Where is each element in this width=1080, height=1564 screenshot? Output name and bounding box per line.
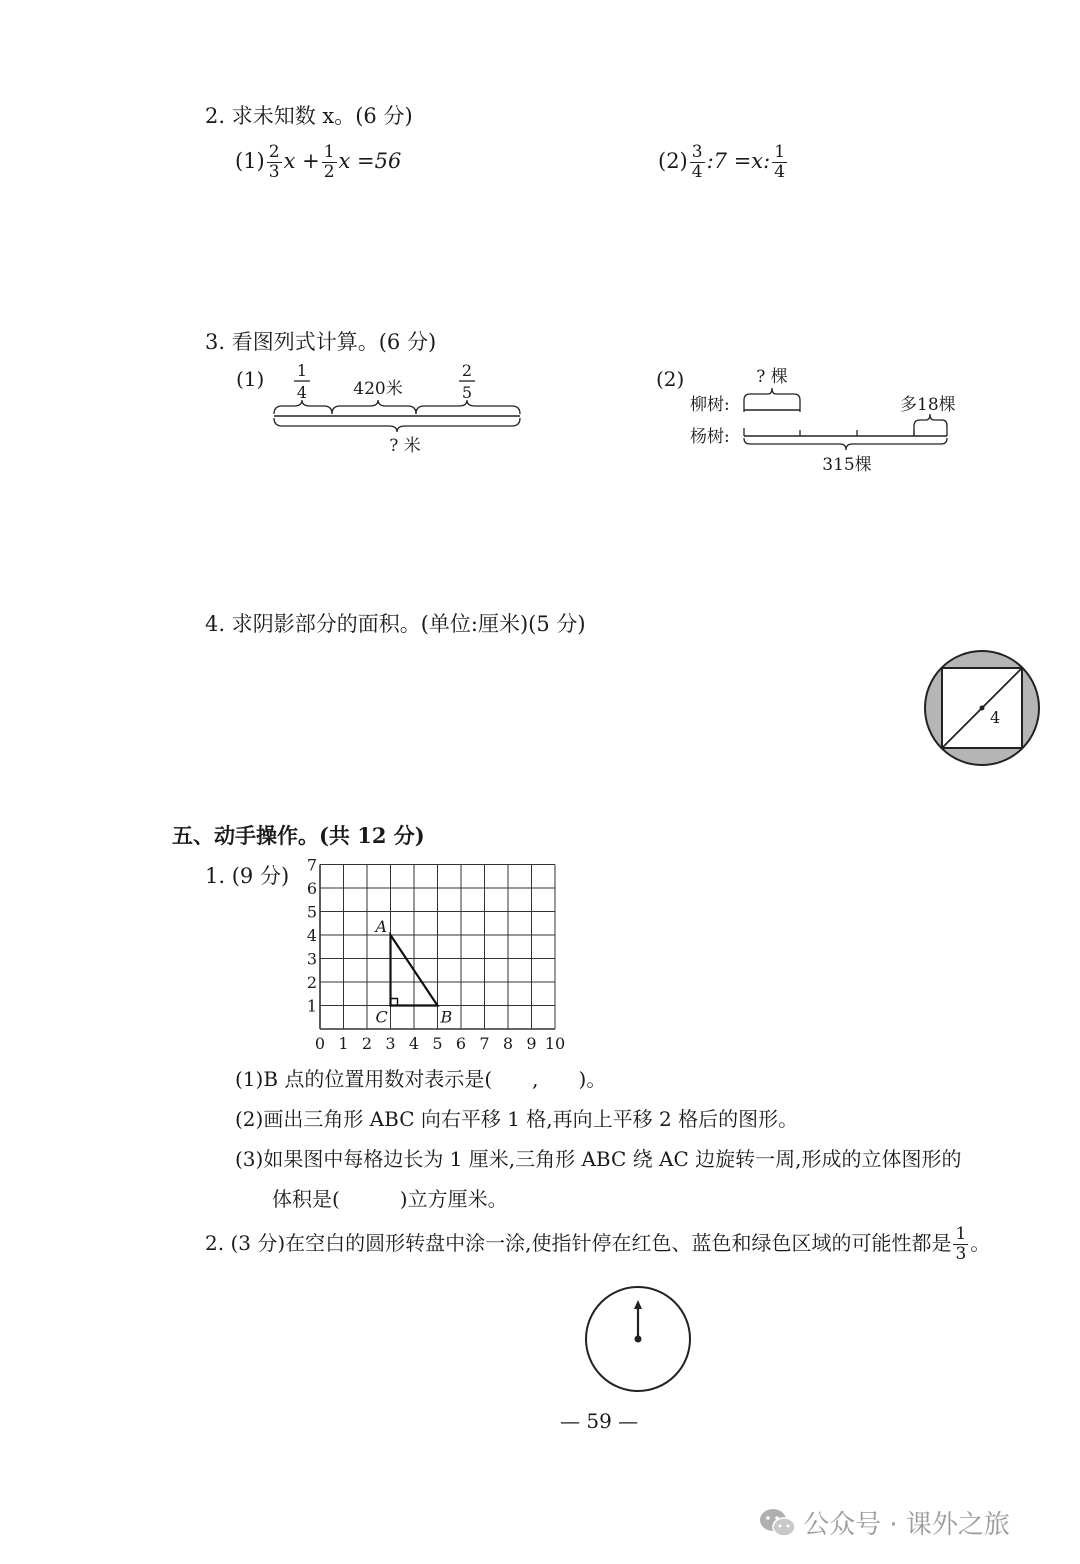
q4-title: 4. 求阴影部分的面积。(单位:厘米)(5 分): [205, 612, 586, 636]
y-axis-labels: [307, 856, 317, 1016]
more-brace: [914, 414, 947, 436]
y-tick-label: 6: [306, 879, 317, 898]
top-label: ? 棵: [756, 367, 788, 387]
fraction: [953, 1225, 968, 1264]
x-tick-label: 10: [544, 1034, 566, 1053]
numerator: 1: [955, 1224, 967, 1244]
y-tick-label: 5: [306, 902, 317, 922]
y-tick-label: 4: [306, 926, 317, 945]
numerator: 1: [774, 142, 786, 162]
numerator: 3: [691, 142, 703, 162]
denominator: 3: [955, 1244, 967, 1264]
s5-q2: [205, 1225, 990, 1264]
x-tick-label: 6: [455, 1034, 467, 1053]
x-tick-label: 1: [338, 1034, 349, 1053]
numerator: 2: [268, 142, 280, 162]
fraction: [267, 143, 282, 182]
x-axis-labels: [315, 1034, 565, 1053]
wechat-icon: [758, 1506, 798, 1540]
more-label: 多18棵: [900, 395, 956, 415]
total-label: 315棵: [822, 455, 872, 475]
fraction: [322, 143, 337, 182]
q2-title: 2. 求未知数 x。(6 分): [205, 104, 413, 128]
x-tick-label: 7: [479, 1034, 490, 1053]
spinner-figure: [580, 1282, 696, 1398]
bottom-label: ? 米: [389, 436, 421, 456]
watermark: [758, 1504, 1010, 1541]
center-dot: [980, 706, 985, 711]
x-tick-label: 8: [502, 1034, 514, 1053]
period: 。: [970, 1231, 991, 1255]
q2-p1-term: x +: [283, 149, 320, 173]
x-tick-label: 4: [408, 1034, 420, 1053]
q2-p1-label: (1): [235, 149, 265, 173]
denominator: 4: [774, 162, 786, 182]
point-b-label: B: [440, 1007, 453, 1027]
willow-brace: [744, 388, 800, 412]
denominator: 4: [691, 162, 703, 182]
frac-b-den: 5: [461, 383, 473, 402]
x-tick-label: 9: [526, 1034, 537, 1053]
brace-top-3: [416, 400, 520, 414]
q2-p2-label: (2): [658, 149, 688, 173]
denominator: 2: [323, 162, 335, 182]
frac-a-num: 1: [296, 361, 308, 380]
segment-diagram-1: [230, 360, 540, 460]
mid-label: 420米: [353, 379, 403, 399]
numerator: 1: [323, 142, 335, 162]
x-tick-label: 0: [314, 1034, 326, 1053]
section5-title: 五、动手操作。(共 12 分): [172, 823, 425, 848]
shaded-circle-figure: [918, 645, 1046, 773]
q2-part2: [658, 143, 789, 182]
brace-bottom: [274, 418, 520, 432]
brace-top-2: [332, 400, 416, 414]
watermark-text: 公众号 · 课外之旅: [803, 1510, 1010, 1540]
s5-q1-sub1: (1)B 点的位置用数对表示是( , )。: [235, 1067, 607, 1091]
frac-b-num: 2: [461, 361, 473, 380]
q3-title: 3. 看图列式计算。(6 分): [205, 330, 437, 354]
point-c-label: C: [375, 1007, 388, 1027]
y-tick-label: 1: [306, 996, 317, 1016]
frac-a-den: 4: [296, 383, 308, 402]
x-tick-label: 3: [385, 1034, 396, 1053]
q2-part1: [235, 143, 401, 182]
s5-q1-sub2: (2)画出三角形 ABC 向右平移 1 格,再向上平移 2 格后的图形。: [235, 1107, 799, 1131]
point-a-label: A: [375, 917, 388, 936]
brace-top-1: [274, 400, 332, 414]
q3-p2-label: (2): [656, 367, 685, 391]
q3-p1-label: (1): [236, 367, 265, 391]
total-brace: [744, 438, 947, 450]
dimension-label: 4: [990, 708, 1001, 727]
row1-label: 柳树:: [690, 395, 730, 415]
fraction: [690, 143, 705, 182]
denominator: 3: [268, 162, 280, 182]
row2-label: 杨树:: [690, 427, 730, 447]
s5-q1-sub3b: 体积是( )立方厘米。: [272, 1187, 508, 1211]
s5-q1-title: 1. (9 分): [205, 864, 290, 888]
pointer-pivot: [635, 1336, 642, 1343]
x-tick-label: 2: [361, 1034, 373, 1053]
x-tick-label: 5: [432, 1034, 443, 1053]
segment-diagram-2: [650, 360, 970, 480]
s5-q2-text: 2. (3 分)在空白的圆形转盘中涂一涂,使指针停在红色、蓝色和绿色区域的可能性都是: [205, 1231, 952, 1255]
q2-p1-rhs: x =56: [338, 149, 402, 173]
page-number: — 59 —: [560, 1409, 639, 1433]
fraction: [772, 143, 787, 182]
coordinate-grid: [300, 855, 575, 1055]
s5-q1-sub3a: (3)如果图中每格边长为 1 厘米,三角形 ABC 绕 AC 边旋转一周,形成的立体图形的: [235, 1147, 962, 1171]
y-tick-label: 2: [306, 973, 317, 992]
q2-p2-term: :7 =x:: [706, 149, 771, 173]
y-tick-label: 7: [306, 855, 317, 875]
y-tick-label: 3: [306, 949, 317, 969]
